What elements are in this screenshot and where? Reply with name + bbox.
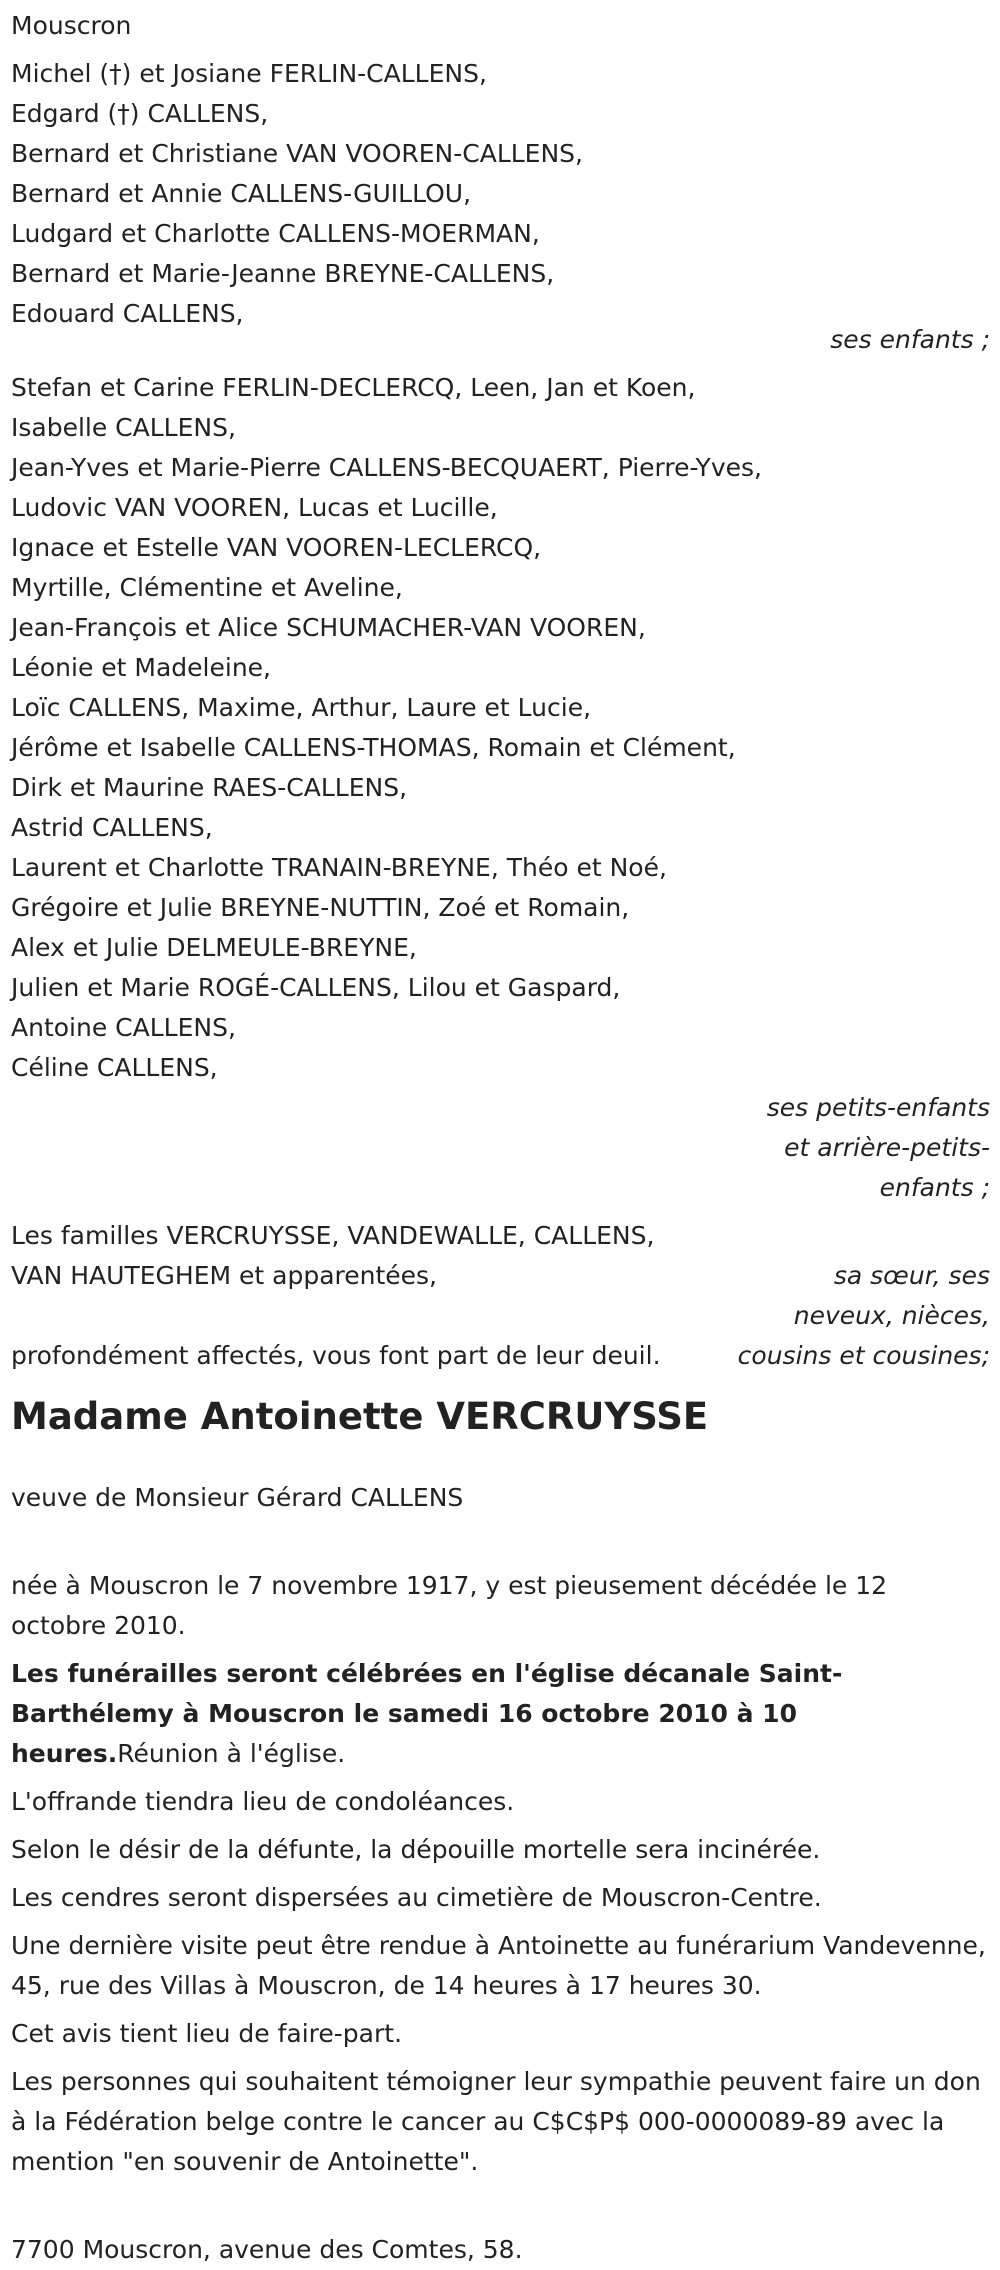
- city-heading: Mouscron: [11, 11, 132, 40]
- relation-line: neveux, nièces,: [793, 1301, 990, 1330]
- list-item: Alex et Julie DELMEULE-BREYNE,: [11, 933, 417, 962]
- relation-line: cousins et cousines;: [737, 1341, 990, 1370]
- list-item: Isabelle CALLENS,: [11, 413, 236, 442]
- funeral-details: Les funérailles seront célébrées en l'église décanale Saint-Barthélemy à Mouscron le samedi 16 octobre 2010 à 10 heures.: [11, 1659, 843, 1768]
- list-item: Stefan et Carine FERLIN-DECLERCQ, Leen, Jan et Koen,: [11, 373, 696, 402]
- list-item: Céline CALLENS,: [11, 1053, 218, 1082]
- list-item: Léonie et Madeleine,: [11, 653, 271, 682]
- grandchildren-relation: [11, 1088, 990, 1208]
- relation-line: enfants ;: [879, 1173, 990, 1202]
- list-item: Edouard CALLENS,: [11, 299, 244, 328]
- list-item: Bernard et Marie-Jeanne BREYNE-CALLENS,: [11, 259, 555, 288]
- relation-line: et arrière-petits-: [784, 1133, 990, 1162]
- birth-death: née à Mouscron le 7 novembre 1917, y est pieusement décédée le 12 octobre 2010.: [11, 1571, 888, 1640]
- list-item: Les familles VERCRUYSSE, VANDEWALLE, CALLENS,: [11, 1221, 655, 1250]
- mourning-line: profondément affectés, vous font part de leur deuil.: [11, 1341, 661, 1370]
- list-item: Astrid CALLENS,: [11, 813, 213, 842]
- cremation: Selon le désir de la défunte, la dépouille mortelle sera incinérée.: [11, 1835, 821, 1864]
- list-item: Julien et Marie ROGÉ-CALLENS, Lilou et Gaspard,: [11, 973, 621, 1002]
- children-list: [11, 54, 990, 360]
- list-item: Grégoire et Julie BREYNE-NUTTIN, Zoé et Romain,: [11, 893, 630, 922]
- list-item: Jean-Yves et Marie-Pierre CALLENS-BECQUAERT, Pierre-Yves,: [11, 453, 762, 482]
- list-item: Ignace et Estelle VAN VOOREN-LECLERCQ,: [11, 533, 542, 562]
- relation-line: sa sœur, ses: [833, 1261, 990, 1290]
- list-item: Dirk et Maurine RAES-CALLENS,: [11, 773, 408, 802]
- list-item: Ludgard et Charlotte CALLENS-MOERMAN,: [11, 219, 540, 248]
- deceased-name: Madame Antoinette VERCRUYSSE: [11, 1395, 709, 1438]
- children-relation: ses enfants ;: [830, 325, 990, 354]
- families-relation: [738, 1256, 990, 1376]
- families-block: [11, 1216, 990, 1376]
- list-item: VAN HAUTEGHEM et apparentées,: [11, 1261, 438, 1290]
- list-item: Jean-François et Alice SCHUMACHER-VAN VOOREN,: [11, 613, 646, 642]
- condolences: L'offrande tiendra lieu de condoléances.: [11, 1787, 515, 1816]
- list-item: Bernard et Christiane VAN VOOREN-CALLENS,: [11, 139, 583, 168]
- ashes: Les cendres seront dispersées au cimetière de Mouscron-Centre.: [11, 1883, 822, 1912]
- relation-line: ses petits-enfants: [766, 1093, 990, 1122]
- donation: Les personnes qui souhaitent témoigner leur sympathie peuvent faire un don à la Fédération belge contre le cancer au C$C$P$ 000-0000089-89 avec la mention "en souvenir de Antoinette".: [11, 2067, 981, 2176]
- list-item: Bernard et Annie CALLENS-GUILLOU,: [11, 179, 472, 208]
- list-item: Ludovic VAN VOOREN, Lucas et Lucille,: [11, 493, 498, 522]
- list-item: Edgard (†) CALLENS,: [11, 99, 269, 128]
- funeral-meeting: Réunion à l'église.: [117, 1739, 346, 1768]
- list-item: Jérôme et Isabelle CALLENS-THOMAS, Romain et Clément,: [11, 733, 736, 762]
- list-item: Loïc CALLENS, Maxime, Arthur, Laure et Lucie,: [11, 693, 592, 722]
- funeral-paragraph: [11, 1654, 990, 1774]
- list-item: Laurent et Charlotte TRANAIN-BREYNE, Théo et Noé,: [11, 853, 667, 882]
- last-visit: Une dernière visite peut être rendue à Antoinette au funérarium Vandevenne, 45, rue des Villas à Mouscron, de 14 heures à 17 heures 30.: [11, 1931, 986, 2000]
- list-item: Myrtille, Clémentine et Aveline,: [11, 573, 403, 602]
- address: 7700 Mouscron, avenue des Comtes, 58.: [11, 2235, 523, 2264]
- grandchildren-list: [11, 368, 990, 1208]
- faire-part: Cet avis tient lieu de faire-part.: [11, 2019, 403, 2048]
- list-item: Antoine CALLENS,: [11, 1013, 236, 1042]
- list-item: Michel (†) et Josiane FERLIN-CALLENS,: [11, 59, 487, 88]
- widow-of: veuve de Monsieur Gérard CALLENS: [11, 1483, 464, 1512]
